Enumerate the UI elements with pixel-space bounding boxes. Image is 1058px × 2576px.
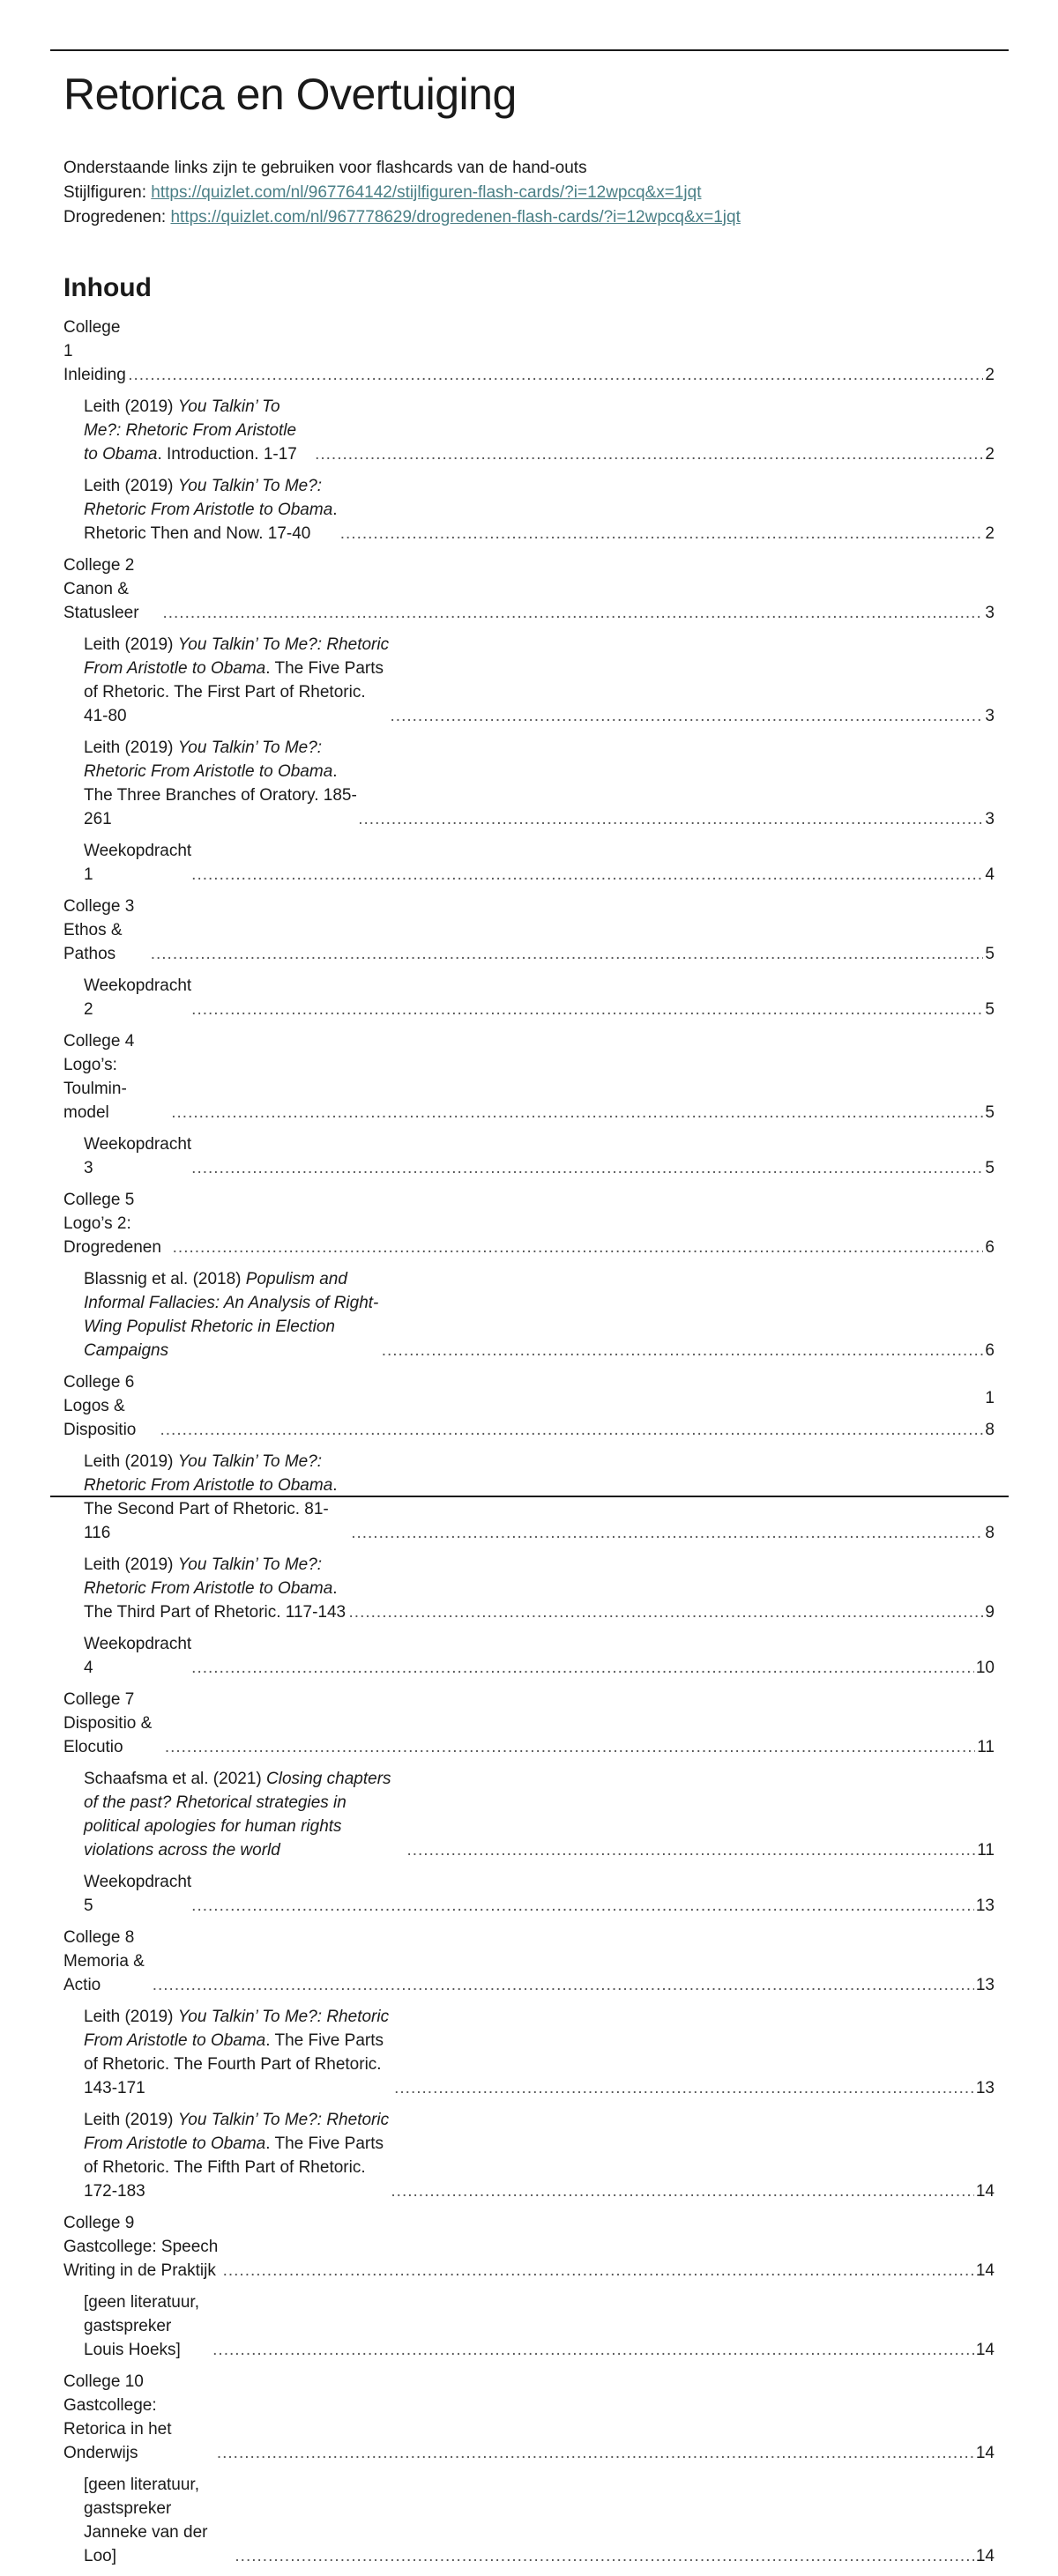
toc-entry-text: Weekopdracht 2 [84, 976, 192, 1019]
toc-dot-leader [191, 1156, 983, 1180]
toc-page-number: 6 [985, 1238, 995, 1257]
table-of-contents [63, 316, 995, 2576]
toc-entry-text: Leith (2019) [84, 739, 178, 757]
stijlfiguren-label: Stijlfiguren: [63, 183, 152, 202]
toc-entry-title: Populism and Informal Fallacies: An Analysis of Right-Wing Populist Rhetoric in Election Campaigns [84, 1270, 379, 1360]
toc-entry-suffix: . The Third Part of Rhetoric. 117-143 [84, 1579, 346, 1622]
toc-page-number: 8 [985, 1421, 995, 1439]
toc-dot-leader [315, 442, 983, 466]
toc-entry-text: Leith (2019) [84, 477, 178, 495]
toc-entry[interactable] [63, 1553, 995, 1624]
toc-dot-leader [160, 1418, 984, 1442]
toc-dot-leader [191, 863, 983, 887]
toc-page-number: 3 [985, 604, 995, 622]
toc-entry[interactable] [63, 2108, 995, 2203]
toc-entry-text: College 10 Gastcollege: Retorica in het Onderwijs [63, 2372, 172, 2462]
toc-page-number: 2 [985, 445, 995, 464]
toc-entry[interactable] [63, 395, 995, 466]
toc-entry-suffix: . Introduction. 1-17 [157, 445, 297, 464]
toc-dot-leader [212, 2338, 974, 2362]
toc-entry-text: Leith (2019) [84, 397, 178, 416]
toc-page-number: 5 [985, 945, 995, 963]
toc-entry-title: You Talkin’ To Me?: Rhetoric From Aristotle to Obama [84, 635, 390, 678]
toc-entry-suffix: . The Second Part of Rhetoric. 81-116 [84, 1476, 338, 1542]
toc-dot-leader [358, 807, 983, 831]
toc-page-number: 5 [985, 1000, 995, 1019]
toc-entry-title: You Talkin’ To Me?: Rhetoric From Aristotle to Obama [84, 2111, 390, 2153]
toc-dot-leader [394, 2076, 974, 2100]
toc-entry[interactable] [63, 1632, 995, 1680]
toc-page-number: 2 [985, 366, 995, 384]
toc-entry-suffix: . The Five Parts of Rhetoric. The Fifth Part of Rhetoric. 172-183 [84, 2134, 384, 2201]
stijlfiguren-link[interactable]: https://quizlet.com/nl/967764142/stijlfiguren-flash-cards/?i=12wpcq&x=1jqt [151, 183, 702, 202]
toc-entry[interactable] [63, 553, 995, 625]
toc-entry[interactable] [63, 1370, 995, 1442]
bottom-rule [50, 1496, 1009, 1497]
drogredenen-label: Drogredenen: [63, 208, 171, 226]
page-number: 1 [985, 1389, 995, 1407]
toc-entry-title: You Talkin’ To Me?: Rhetoric From Aristotle to Obama [84, 397, 297, 464]
toc-entry-text: College 2 Canon & Statusleer [63, 556, 139, 622]
toc-page-number: 3 [985, 707, 995, 725]
toc-page-number: 11 [977, 1738, 995, 1756]
toc-entry[interactable] [63, 736, 995, 831]
toc-dot-leader [382, 1339, 984, 1362]
toc-dot-leader [406, 1838, 975, 1862]
toc-dot-leader [191, 998, 983, 1021]
toc-entry[interactable] [63, 1267, 995, 1362]
toc-page-number: 6 [985, 1341, 995, 1360]
toc-entry-suffix: . The Three Branches of Oratory. 185-261 [84, 762, 357, 828]
toc-dot-leader [349, 1600, 984, 1624]
toc-page-number: 11 [977, 1841, 995, 1860]
toc-entry-text: Blassnig et al. (2018) [84, 1270, 246, 1288]
toc-entry-text: Weekopdracht 3 [84, 1135, 192, 1177]
toc-page-number: 2 [985, 524, 995, 543]
toc-entry[interactable] [63, 1926, 995, 1997]
toc-dot-leader [171, 1101, 983, 1125]
toc-page-number: 13 [975, 2079, 995, 2097]
top-rule [50, 49, 1009, 51]
toc-entry[interactable] [63, 1688, 995, 1759]
toc-entry[interactable] [63, 1767, 995, 1862]
toc-entry-text: College 6 Logos & Dispositio [63, 1373, 137, 1439]
drogredenen-link[interactable]: https://quizlet.com/nl/967778629/drogredenen-flash-cards/?i=12wpcq&x=1jqt [170, 208, 741, 226]
toc-entry-text: College 3 Ethos & Pathos [63, 897, 135, 963]
toc-entry-suffix: . The Five Parts of Rhetoric. The Fourth Part of Rhetoric. 143-171 [84, 2031, 384, 2097]
toc-entry[interactable] [63, 2370, 995, 2465]
toc-entry[interactable] [63, 2473, 995, 2568]
toc-entry[interactable] [63, 1870, 995, 1918]
toc-entry-text: [geen literatuur, gastspreker Janneke van der Loo] [84, 2476, 208, 2565]
toc-entry[interactable] [63, 1132, 995, 1180]
toc-entry-title: You Talkin’ To Me?: Rhetoric From Aristotle to Obama [84, 1452, 333, 1495]
toc-dot-leader [391, 704, 984, 728]
toc-entry[interactable] [63, 2290, 995, 2362]
toc-entry-suffix: . The Five Parts of Rhetoric. The First Part of Rhetoric. 41-80 [84, 659, 384, 725]
toc-page-number: 8 [985, 1524, 995, 1542]
toc-entry-text: Schaafsma et al. (2021) [84, 1770, 266, 1788]
toc-entry-title: You Talkin’ To Me?: Rhetoric From Aristotle to Obama [84, 739, 333, 781]
toc-page-number: 13 [975, 1976, 995, 1994]
stijlfiguren-line [63, 181, 741, 205]
drogredenen-line [63, 205, 741, 230]
toc-dot-leader [173, 1236, 984, 1259]
toc-entry[interactable] [63, 895, 995, 966]
toc-page-number: 9 [985, 1603, 995, 1622]
toc-dot-leader [340, 522, 984, 546]
toc-entry-text: Weekopdracht 5 [84, 1873, 192, 1915]
toc-entry-suffix: . Rhetoric Then and Now. 17-40 [84, 501, 338, 543]
toc-page-number: 14 [975, 2341, 995, 2359]
toc-page-number: 14 [975, 2261, 995, 2280]
toc-dot-leader [191, 1656, 974, 1680]
toc-entry-text: College 8 Memoria & Actio [63, 1928, 145, 1994]
toc-entry[interactable] [63, 2211, 995, 2283]
toc-entry-title: You Talkin’ To Me?: Rhetoric From Aristotle to Obama [84, 1555, 333, 1598]
toc-entry-text: Weekopdracht 4 [84, 1635, 192, 1677]
toc-entry[interactable] [63, 1450, 995, 1545]
toc-entry-text: College 7 Dispositio & Elocutio [63, 1690, 153, 1756]
toc-entry-text: College 9 Gastcollege: Speech Writing in de Praktijk [63, 2214, 219, 2280]
toc-entry-text: [geen literatuur, gastspreker Louis Hoeks] [84, 2293, 199, 2359]
toc-page-number: 14 [975, 2547, 995, 2565]
intro-text: Onderstaande links zijn te gebruiken voor flashcards van de hand-outs [63, 159, 587, 177]
toc-entry-title: You Talkin’ To Me?: Rhetoric From Aristotle to Obama [84, 477, 333, 519]
toc-entry-text: Leith (2019) [84, 1555, 178, 1574]
toc-page-number: 4 [985, 865, 995, 884]
toc-entry-text: Weekopdracht 1 [84, 842, 192, 884]
toc-page-number: 3 [985, 810, 995, 828]
toc-dot-leader [128, 363, 983, 387]
toc-entry-text: College 5 Logo’s 2: Drogredenen [63, 1191, 161, 1257]
toc-entry-text: College 4 Logo’s: Toulmin-model [63, 1032, 135, 1122]
toc-entry[interactable] [63, 2005, 995, 2100]
toc-entry[interactable] [63, 839, 995, 887]
toc-dot-leader [151, 942, 984, 966]
toc-entry-title: You Talkin’ To Me?: Rhetoric From Aristotle to Obama [84, 2008, 390, 2050]
document-title: Retorica en Overtuiging [63, 70, 517, 119]
toc-entry-text: Leith (2019) [84, 2008, 178, 2026]
toc-page-number: 5 [985, 1159, 995, 1177]
toc-page-number: 14 [975, 2444, 995, 2462]
toc-dot-leader [191, 1894, 974, 1918]
toc-entry[interactable] [63, 474, 995, 546]
toc-entry-text: Leith (2019) [84, 635, 178, 654]
toc-dot-leader [153, 1973, 974, 1997]
toc-entry[interactable] [63, 974, 995, 1021]
intro-block [63, 156, 741, 230]
toc-entry-text: College 1 Inleiding [63, 318, 126, 384]
toc-entry-text: Leith (2019) [84, 1452, 178, 1471]
toc-entry[interactable] [63, 633, 995, 728]
toc-dot-leader [223, 2259, 974, 2283]
toc-entry[interactable] [63, 1188, 995, 1259]
toc-page-number: 5 [985, 1103, 995, 1122]
toc-entry[interactable] [63, 1029, 995, 1125]
toc-page-number: 13 [975, 1897, 995, 1915]
toc-entry-text: Leith (2019) [84, 2111, 178, 2129]
toc-page-number: 14 [975, 2182, 995, 2201]
toc-dot-leader [351, 1521, 983, 1545]
toc-dot-leader [217, 2441, 974, 2465]
toc-dot-leader [165, 1735, 975, 1759]
toc-dot-leader [235, 2544, 973, 2568]
toc-heading: Inhoud [63, 273, 152, 302]
toc-dot-leader [391, 2179, 973, 2203]
toc-entry[interactable] [63, 316, 995, 387]
toc-page-number: 10 [975, 1659, 995, 1677]
toc-dot-leader [162, 601, 983, 625]
toc-entry-title: Closing chapters of the past? Rhetorical strategies in political apologies for human rights violations across the world [84, 1770, 391, 1860]
